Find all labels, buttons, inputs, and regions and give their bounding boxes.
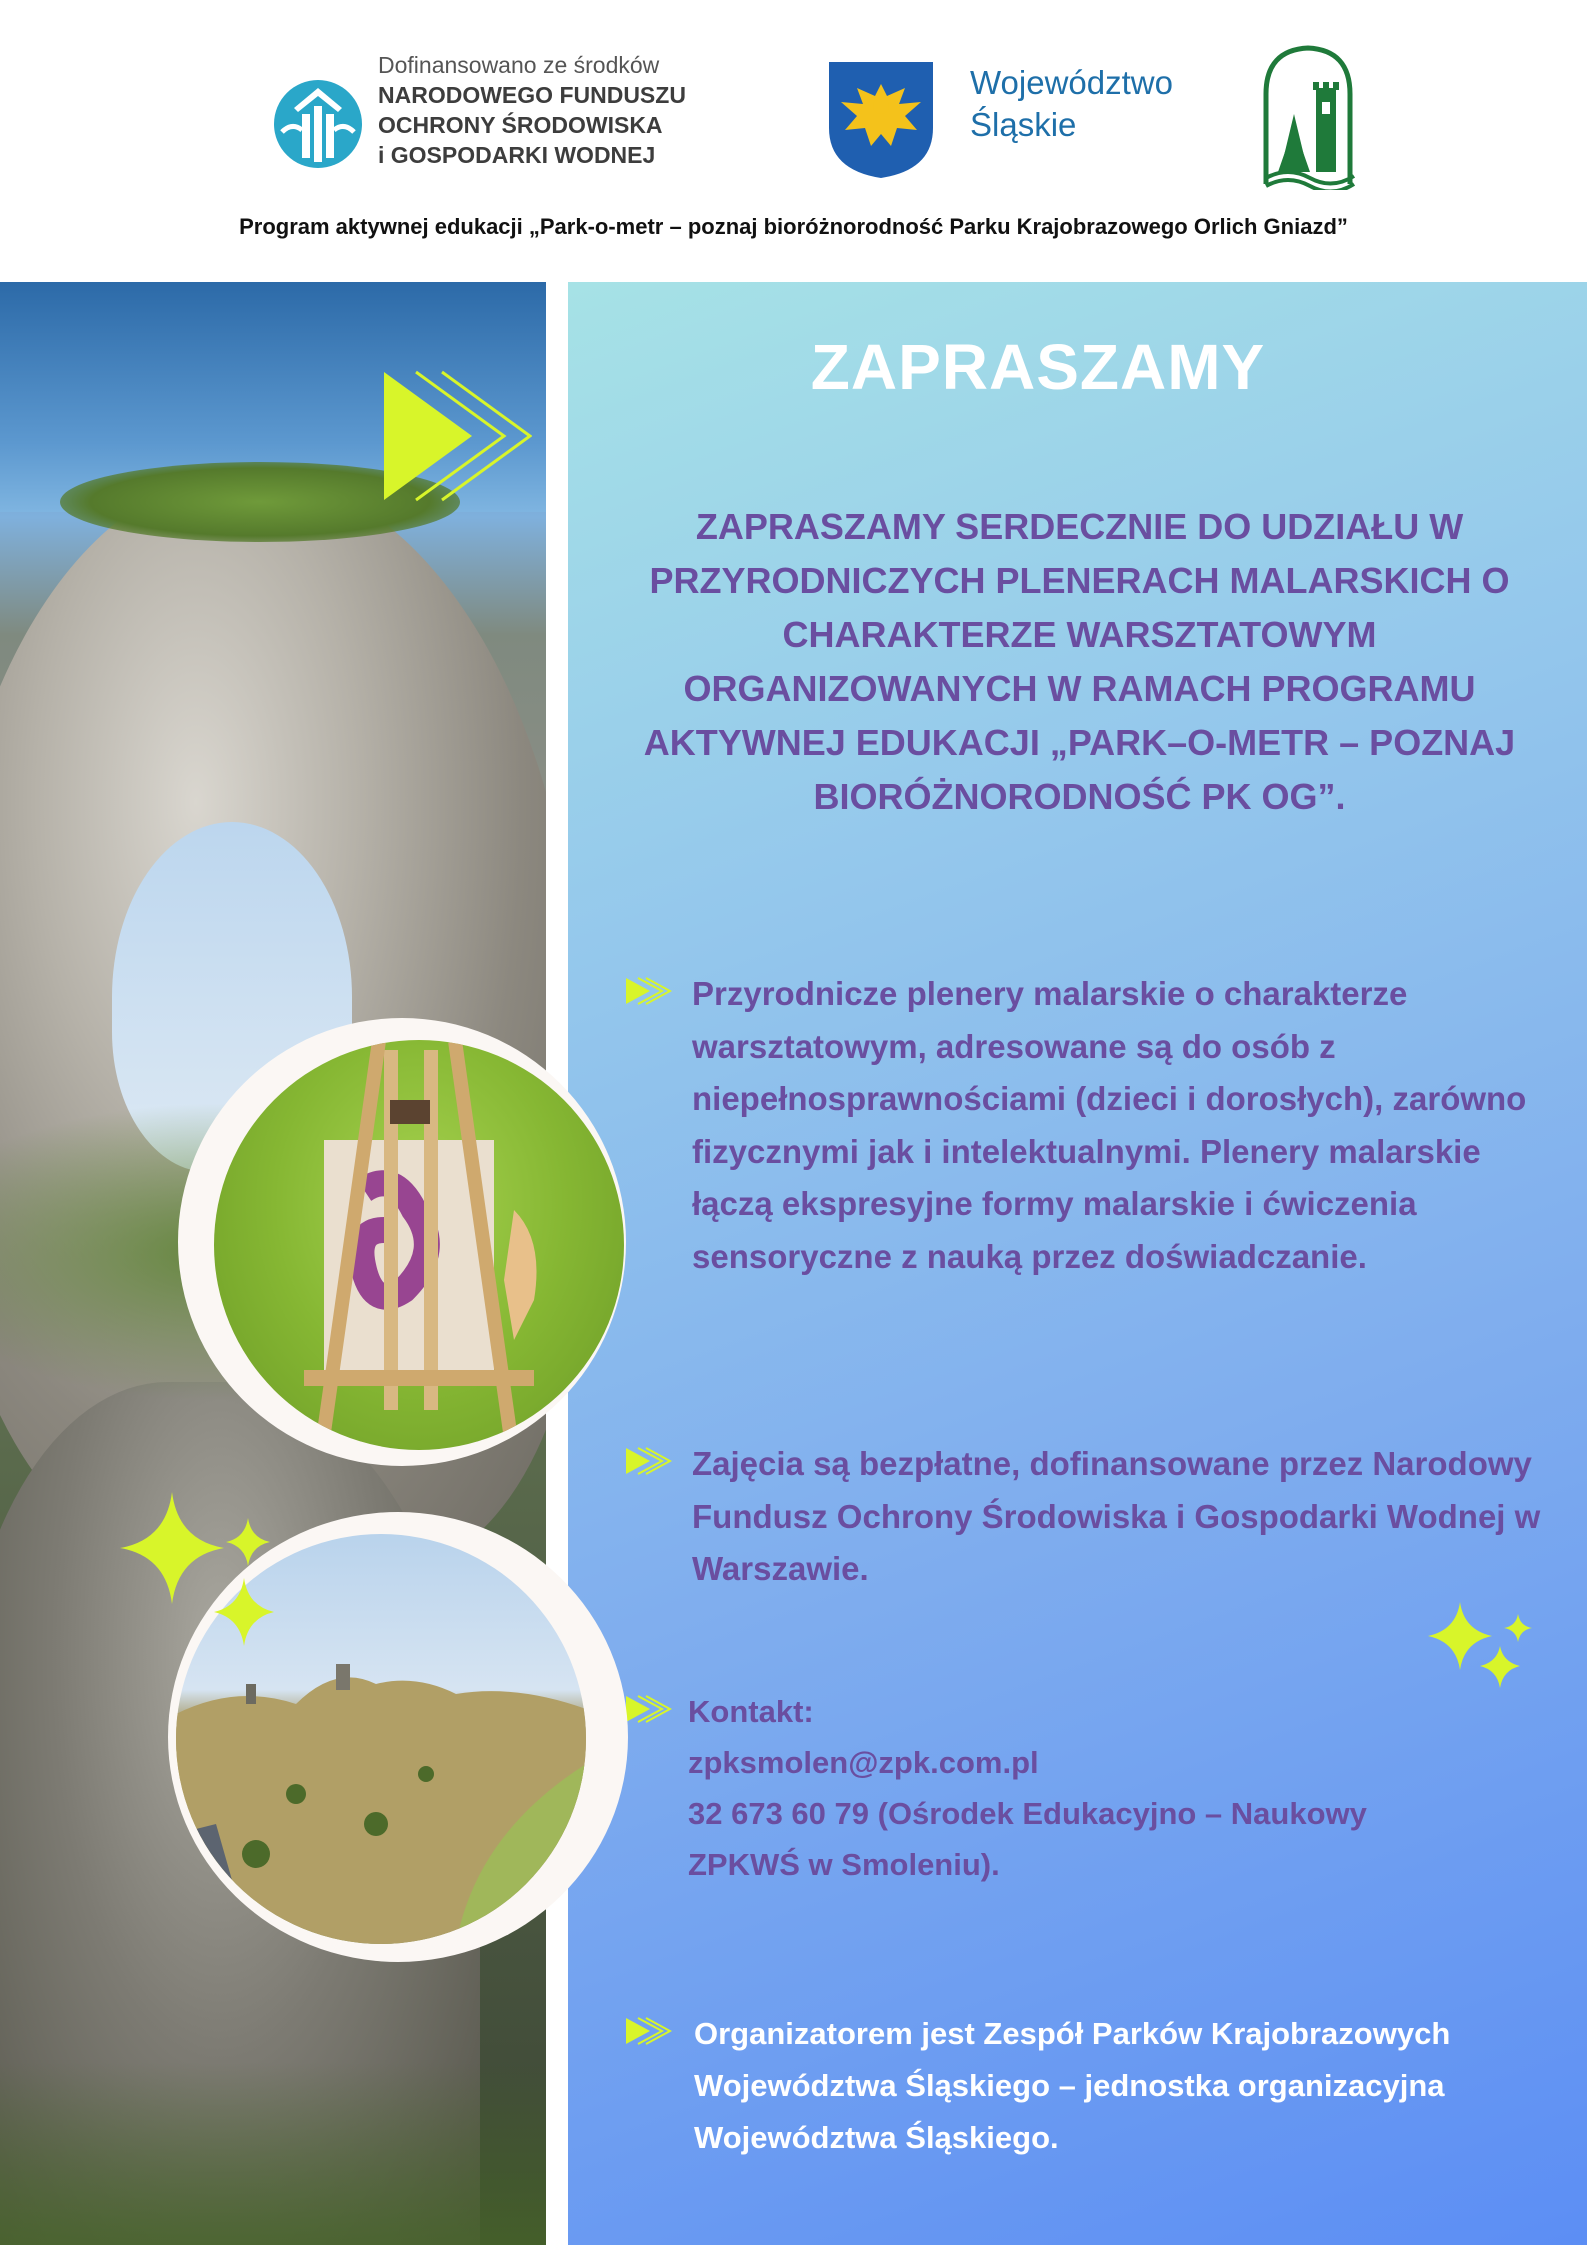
bullet-free	[624, 1438, 1544, 1608]
bullet-contact	[624, 1686, 1544, 1886]
easel-photo-circle	[178, 1018, 626, 1466]
chevron-arrow-icon	[380, 368, 532, 504]
bullet-organizer	[624, 2008, 1544, 2178]
park-tower-logo-icon	[1258, 44, 1358, 190]
photo-foliage-bottom	[0, 2062, 546, 2245]
region-logo	[825, 58, 1185, 182]
nfos-text-line3: OCHRONY ŚRODOWISKA	[378, 112, 663, 138]
sparkle-icon	[112, 1488, 312, 1648]
nfos-text-line1: Dofinansowano ze środków	[378, 52, 660, 78]
bullet-text: Zajęcia są bezpłatne, dofinansowane przez Narodowy Fundusz Ochrony Środowiska i Gospodarki Wodnej w Warszawie.	[692, 1445, 1541, 1587]
region-name-line1: Województwo	[970, 64, 1173, 101]
easel-painting-icon	[214, 1040, 624, 1450]
contact-phone: 32 673 60 79 (Ośrodek Edukacyjno – Naukowy ZPKWŚ w Smoleniu).	[688, 1796, 1367, 1882]
nfos-logo	[272, 50, 702, 180]
header	[0, 0, 1587, 282]
contact-block	[688, 1686, 1408, 1890]
nfos-text-line4: i GOSPODARKI WODNEJ	[378, 142, 656, 168]
contact-label: Kontakt:	[688, 1694, 814, 1729]
contact-email[interactable]: zpksmolen@zpk.com.pl	[688, 1745, 1039, 1780]
nfos-logo-icon	[272, 74, 364, 174]
sparkle-icon	[1424, 1600, 1536, 1696]
nfos-text-line2: NARODOWEGO FUNDUSZU	[378, 82, 686, 108]
bullet-text: Organizatorem jest Zespół Parków Krajobrazowych Województwa Śląskiego – jednostka organizacyjna Województwa Śląskiego.	[694, 2016, 1451, 2155]
easel-photo	[214, 1040, 624, 1450]
page-title: ZAPRASZAMY	[810, 331, 1266, 403]
bullet-plenery	[624, 968, 1544, 1328]
program-line: Program aktywnej edukacji „Park-o-metr – poznaj bioróżnorodność Parku Krajobrazowego Orlich Gniazd”	[239, 214, 1348, 239]
chevron-arrow-icon	[624, 1694, 672, 1724]
bullet-text: Przyrodnicze plenery malarskie o charakterze warsztatowym, adresowane są do osób z niepełnosprawnościami (dzieci i dorosłych), zarówno fizycznymi jak i intelektualnymi. Plenery malarskie łączą ekspresyjne formy malarskie i ćwiczenia sensoryczne z nauką przez doświadczanie.	[692, 975, 1527, 1275]
chevron-arrow-icon	[624, 1446, 672, 1476]
chevron-arrow-icon	[624, 2016, 672, 2046]
silesia-eagle-shield-icon	[825, 58, 937, 182]
chevron-arrow-icon	[624, 976, 672, 1006]
intro-text: ZAPRASZAMY SERDECZNIE DO UDZIAŁU W PRZYRODNICZYCH PLENERACH MALARSKICH O CHARAKTERZE WARSZTATOWYM ORGANIZOWANYCH W RAMACH PROGRAMU AKTYWNEJ EDUKACJI „PARK–O-METR – POZNAJ BIORÓŻNORODNOŚĆ PK OG”.	[643, 506, 1516, 817]
region-name-line2: Śląskie	[970, 106, 1077, 143]
